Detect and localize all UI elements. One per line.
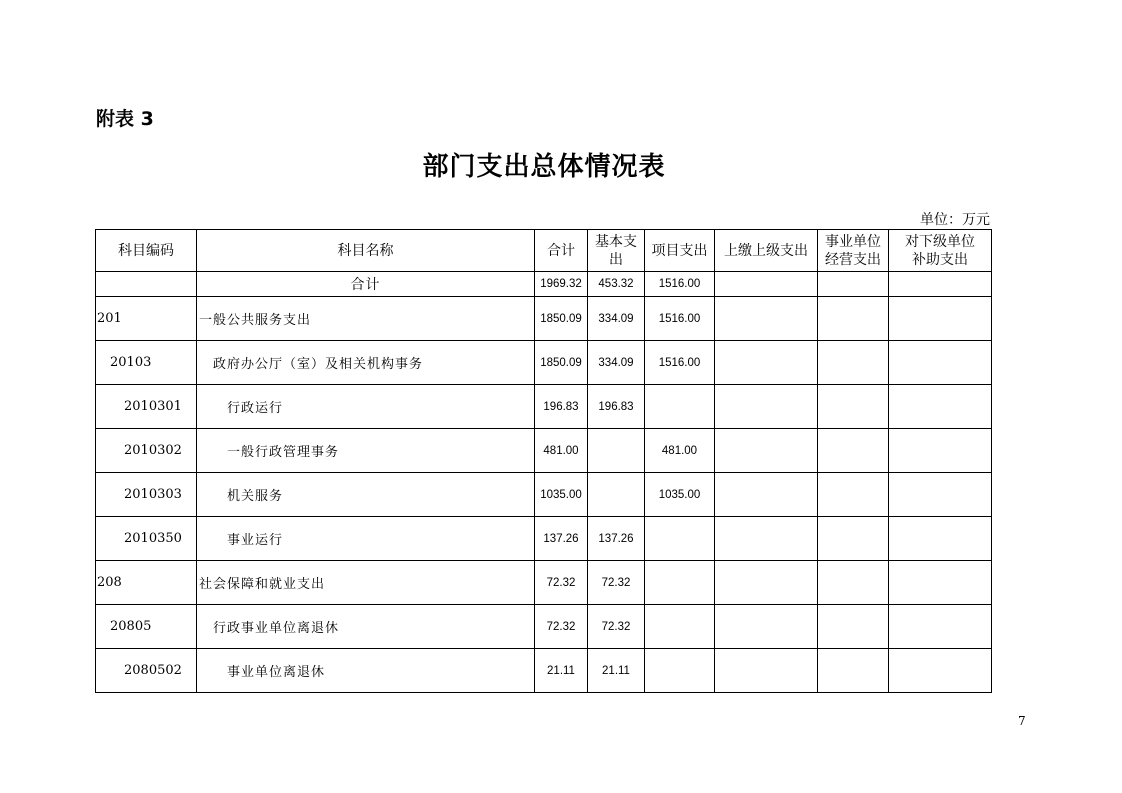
total-row-basic: 453.32 (588, 272, 645, 297)
total-row-label: 合计 (197, 272, 535, 297)
header-subsidy: 对下级单位补助支出 (889, 230, 992, 272)
row-subsidy (889, 605, 992, 649)
row-business (818, 561, 889, 605)
row-remit (715, 473, 818, 517)
header-remit: 上缴上级支出 (715, 230, 818, 272)
row-basic (588, 429, 645, 473)
row-subsidy (889, 561, 992, 605)
row-basic: 334.09 (588, 341, 645, 385)
row-business (818, 429, 889, 473)
row-total: 196.83 (535, 385, 588, 429)
total-row-business (818, 272, 889, 297)
total-row-code (96, 272, 197, 297)
table-row (96, 605, 992, 649)
row-project: 1516.00 (645, 341, 715, 385)
row-business (818, 605, 889, 649)
header-name: 科目名称 (197, 230, 535, 272)
row-total: 1850.09 (535, 297, 588, 341)
row-code: 2010301 (96, 385, 197, 429)
row-total: 72.32 (535, 605, 588, 649)
row-business (818, 517, 889, 561)
row-subsidy (889, 429, 992, 473)
row-code: 2010350 (96, 517, 197, 561)
row-code: 2010303 (96, 473, 197, 517)
row-name: 行政运行 (197, 385, 535, 429)
total-row-project: 1516.00 (645, 272, 715, 297)
table-row (96, 473, 992, 517)
row-code: 2010302 (96, 429, 197, 473)
total-row (96, 272, 992, 297)
header-total: 合计 (535, 230, 588, 272)
row-code: 20103 (96, 341, 197, 385)
row-project: 1516.00 (645, 297, 715, 341)
row-name: 事业单位离退休 (197, 649, 535, 693)
row-subsidy (889, 517, 992, 561)
row-business (818, 341, 889, 385)
total-row-remit (715, 272, 818, 297)
row-remit (715, 649, 818, 693)
row-total: 137.26 (535, 517, 588, 561)
row-code: 2080502 (96, 649, 197, 693)
row-basic (588, 473, 645, 517)
row-project: 1035.00 (645, 473, 715, 517)
row-subsidy (889, 649, 992, 693)
row-total: 481.00 (535, 429, 588, 473)
row-business (818, 473, 889, 517)
table-row (96, 429, 992, 473)
table-row (96, 297, 992, 341)
page-title: 部门支出总体情况表 (422, 152, 666, 182)
appendix-label: 附表 3 (96, 108, 154, 130)
header-business: 事业单位经营支出 (818, 230, 889, 272)
table-row (96, 517, 992, 561)
row-name: 社会保障和就业支出 (197, 561, 535, 605)
unit-label: 单位：万元 (920, 212, 990, 228)
page-number: 7 (1018, 714, 1026, 728)
row-basic: 72.32 (588, 605, 645, 649)
row-basic: 196.83 (588, 385, 645, 429)
row-project: 481.00 (645, 429, 715, 473)
row-basic: 21.11 (588, 649, 645, 693)
row-basic: 334.09 (588, 297, 645, 341)
row-code: 20805 (96, 605, 197, 649)
row-total: 72.32 (535, 561, 588, 605)
row-name: 事业运行 (197, 517, 535, 561)
row-remit (715, 605, 818, 649)
row-total: 1850.09 (535, 341, 588, 385)
row-subsidy (889, 473, 992, 517)
row-name: 一般行政管理事务 (197, 429, 535, 473)
row-total: 1035.00 (535, 473, 588, 517)
row-project (645, 605, 715, 649)
row-project (645, 649, 715, 693)
row-remit (715, 429, 818, 473)
row-project (645, 561, 715, 605)
table-row (96, 341, 992, 385)
row-business (818, 297, 889, 341)
row-code: 208 (96, 561, 197, 605)
row-business (818, 649, 889, 693)
row-remit (715, 341, 818, 385)
row-name: 政府办公厅（室）及相关机构事务 (197, 341, 535, 385)
row-remit (715, 561, 818, 605)
total-row-subsidy (889, 272, 992, 297)
header-code: 科目编码 (96, 230, 197, 272)
row-remit (715, 517, 818, 561)
row-remit (715, 297, 818, 341)
expenditure-table (95, 229, 992, 693)
row-remit (715, 385, 818, 429)
row-subsidy (889, 385, 992, 429)
table-header-row (96, 230, 992, 272)
row-name: 行政事业单位离退休 (197, 605, 535, 649)
total-row-total: 1969.32 (535, 272, 588, 297)
row-basic: 72.32 (588, 561, 645, 605)
row-subsidy (889, 297, 992, 341)
table-row (96, 385, 992, 429)
header-project: 项目支出 (645, 230, 715, 272)
row-code: 201 (96, 297, 197, 341)
row-total: 21.11 (535, 649, 588, 693)
row-business (818, 385, 889, 429)
header-basic: 基本支出 (588, 230, 645, 272)
row-name: 一般公共服务支出 (197, 297, 535, 341)
row-basic: 137.26 (588, 517, 645, 561)
row-project (645, 517, 715, 561)
row-subsidy (889, 341, 992, 385)
table-row (96, 649, 992, 693)
row-name: 机关服务 (197, 473, 535, 517)
table-row (96, 561, 992, 605)
row-project (645, 385, 715, 429)
